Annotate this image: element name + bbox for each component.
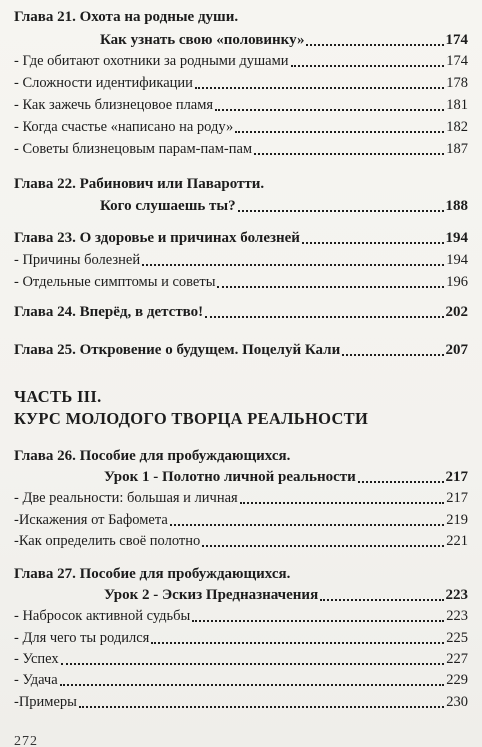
- chapter-25-entry[interactable]: Глава 25. Откровение о будущем. Поцелуй Кали 207: [14, 342, 468, 358]
- dot-leader: [192, 620, 444, 622]
- dot-leader: [254, 153, 444, 155]
- dot-leader: [238, 210, 444, 212]
- dot-leader: [60, 684, 445, 686]
- dot-leader: [142, 264, 444, 266]
- dot-leader: [302, 242, 444, 244]
- toc-item[interactable]: - Две реальности: большая и личная 217: [14, 490, 468, 506]
- dot-leader: [61, 663, 445, 665]
- dot-leader: [217, 286, 444, 288]
- dot-leader: [195, 87, 444, 89]
- toc-item[interactable]: -Искажения от Бафомета 219: [14, 512, 468, 528]
- chapter-23-entry[interactable]: Глава 23. О здоровье и причинах болезней 194: [14, 230, 468, 246]
- dot-leader: [291, 65, 445, 67]
- chapter-22-subtitle: Кого слушаешь ты?: [100, 198, 236, 214]
- toc-item[interactable]: - Успех 227: [14, 651, 468, 667]
- dot-leader: [235, 131, 444, 133]
- toc-item[interactable]: - Сложности идентификации 178: [14, 75, 468, 91]
- toc-item[interactable]: - Удача 229: [14, 672, 468, 688]
- chapter-21-subtitle: Как узнать свою «половинку»: [100, 32, 305, 48]
- chapter-22-title: Глава 22. Рабинович или Паваротти.: [14, 176, 265, 192]
- dot-leader: [79, 706, 444, 708]
- part-3-label: ЧАСТЬ III.: [14, 387, 102, 406]
- chapter-22-entry[interactable]: [14, 193, 468, 215]
- chapter-26-subtitle: Урок 1 - Полотно личной реальности: [104, 469, 356, 485]
- chapter-24-entry[interactable]: Глава 24. Вперёд, в детство! 202: [14, 304, 468, 320]
- toc-item[interactable]: -Как определить своё полотно 221: [14, 533, 468, 549]
- dot-leader: [215, 109, 444, 111]
- dot-leader: [320, 599, 443, 601]
- toc-item[interactable]: - Для чего ты родился 225: [14, 630, 468, 646]
- chapter-21-page: 174: [445, 32, 468, 48]
- toc-item[interactable]: - Советы близнецовым парам-пам-пам 187: [14, 141, 468, 157]
- chapter-26-entry[interactable]: [14, 464, 468, 486]
- chapter-26-title: Глава 26. Пособие для пробуждающихся.: [14, 448, 291, 464]
- dot-leader: [205, 316, 443, 318]
- chapter-27-title: Глава 27. Пособие для пробуждающихся.: [14, 566, 291, 582]
- chapter-26-page: 217: [445, 469, 468, 485]
- toc-item[interactable]: - Где обитают охотники за родными душами 174: [14, 53, 468, 69]
- page-number: 272: [14, 734, 38, 747]
- chapter-27-page: 223: [445, 587, 468, 603]
- dot-leader: [240, 502, 445, 504]
- dot-leader: [342, 354, 443, 356]
- chapter-21-title: Глава 21. Охота на родные души.: [14, 9, 239, 25]
- dot-leader: [170, 524, 444, 526]
- chapter-22-page: 188: [445, 198, 468, 214]
- dot-leader: [306, 44, 443, 46]
- part-3-title: КУРС МОЛОДОГО ТВОРЦА РЕАЛЬНОСТИ: [14, 409, 369, 428]
- toc-item[interactable]: - Как зажечь близнецовое пламя 181: [14, 97, 468, 113]
- dot-leader: [358, 481, 444, 483]
- toc-item[interactable]: - Набросок активной судьбы 223: [14, 608, 468, 624]
- toc-item[interactable]: - Когда счастье «написано на роду» 182: [14, 119, 468, 135]
- chapter-27-subtitle: Урок 2 - Эскиз Предназначения: [104, 587, 319, 603]
- dot-leader: [202, 545, 444, 547]
- toc-item[interactable]: - Причины болезней 194: [14, 252, 468, 268]
- toc-item[interactable]: - Отдельные симптомы и советы 196: [14, 274, 468, 290]
- toc-item[interactable]: -Примеры 230: [14, 694, 468, 710]
- chapter-21-entry[interactable]: [14, 27, 468, 49]
- dot-leader: [151, 642, 444, 644]
- chapter-27-entry[interactable]: [14, 582, 468, 604]
